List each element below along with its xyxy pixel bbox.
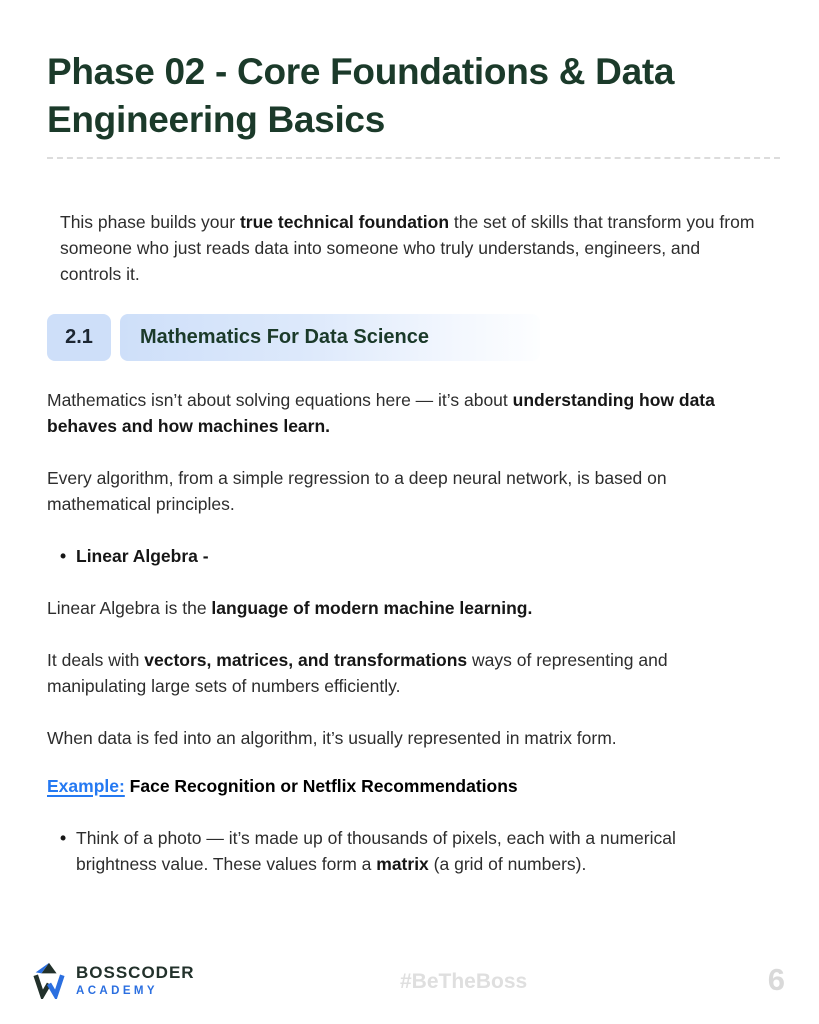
logo-brand-name: BOSSCODER — [76, 963, 195, 982]
paragraph-math-intro — [47, 387, 759, 439]
bosscoder-star-icon — [30, 961, 68, 999]
paragraph-matrix-form: When data is fed into an algorithm, it’s usually represented in matrix form. — [47, 728, 617, 748]
photo-pre: Think of a photo — it’s made up of thousands of pixels, each with a numerical brightness value. These values form a — [76, 828, 676, 874]
example-line — [47, 773, 773, 799]
intro-text-pre: This phase builds your — [60, 212, 240, 232]
photo-post: (a grid of numbers). — [428, 854, 587, 874]
bullet-linear-algebra-label: Linear Algebra - — [76, 546, 209, 566]
page-footer — [30, 961, 789, 1005]
intro-paragraph — [47, 209, 763, 287]
bullet-dot-icon — [60, 543, 76, 569]
page-number: 6 — [767, 962, 785, 997]
math-intro-pre: Mathematics isn’t about solving equations here — it’s about — [47, 390, 513, 410]
intro-text-bold: true technical foundation — [239, 212, 450, 232]
section-header — [47, 314, 773, 361]
math-intro-bold: understanding how data behaves and how machines learn. — [47, 390, 715, 436]
paragraph-deals-with — [47, 647, 759, 699]
example-bold: Face Recognition or Netflix Recommendations — [124, 776, 518, 796]
logo-sub-name: ACADEMY — [76, 985, 158, 997]
hashtag-betheboss: #BeTheBoss — [400, 970, 528, 993]
bullet-linear-algebra — [47, 543, 759, 569]
language-bold: language of modern machine learning. — [211, 598, 533, 618]
bullet-photo-text — [76, 825, 759, 877]
page-title — [47, 48, 773, 144]
deals-with-bold: vectors, matrices, and transformations — [144, 650, 468, 670]
bullet-photo — [47, 825, 759, 877]
dashed-divider — [47, 157, 780, 159]
page-title-line2: Engineering Basics — [47, 99, 385, 140]
example-link[interactable]: Example: — [47, 776, 125, 796]
bullet-dot-icon — [60, 825, 76, 877]
photo-bold: matrix — [376, 854, 429, 874]
page-title-line1: Phase 02 - Core Foundations & Data — [47, 51, 675, 92]
paragraph-language — [47, 595, 759, 621]
section-title: Mathematics For Data Science — [120, 314, 540, 361]
intro-text-post: the set of skills that transform you from someone who just reads data into someone who truly understands, engineers, and controls it. — [60, 212, 755, 284]
section-number-badge: 2.1 — [47, 314, 111, 361]
paragraph-every-algorithm: Every algorithm, from a simple regression to a deep neural network, is based on mathematical principles. — [47, 468, 667, 514]
logo-text — [76, 963, 195, 997]
deals-with-pre: It deals with — [47, 650, 145, 670]
bosscoder-logo — [30, 961, 195, 999]
language-pre: Linear Algebra is the — [47, 598, 212, 618]
deals-with-post: ways of representing and manipulating large sets of numbers efficiently. — [47, 650, 668, 696]
